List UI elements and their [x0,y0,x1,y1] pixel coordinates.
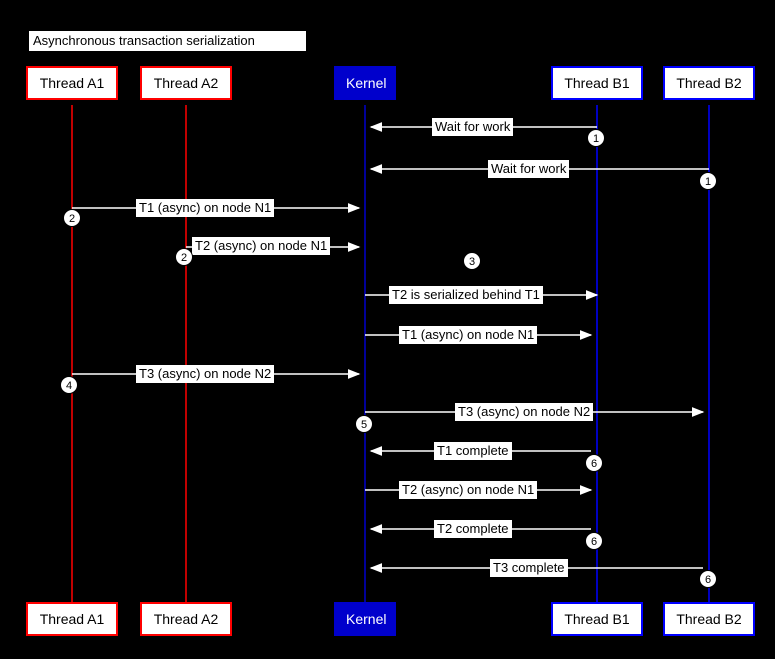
actor-bottom-thread-b1[interactable]: Thread B1 [551,602,643,636]
message-label: T1 complete [434,442,512,460]
message-label: T3 complete [490,559,568,577]
step-marker-1: 1 [699,172,717,190]
actor-bottom-kernel[interactable]: Kernel [334,602,396,636]
actor-top-kernel[interactable]: Kernel [334,66,396,100]
message-label: T2 (async) on node N1 [399,481,537,499]
message-label: Wait for work [432,118,513,136]
message-label: T1 (async) on node N1 [399,326,537,344]
diagram-title: Asynchronous transaction serialization [28,30,307,52]
message-label: T2 (async) on node N1 [192,237,330,255]
actor-bottom-thread-a1[interactable]: Thread A1 [26,602,118,636]
step-marker-4: 4 [60,376,78,394]
step-marker-2: 2 [175,248,193,266]
message-label: T1 (async) on node N1 [136,199,274,217]
step-marker-6: 6 [585,454,603,472]
message-label: T3 (async) on node N2 [136,365,274,383]
step-marker-1: 1 [587,129,605,147]
step-marker-2: 2 [63,209,81,227]
actor-top-thread-b1[interactable]: Thread B1 [551,66,643,100]
actor-top-thread-b2[interactable]: Thread B2 [663,66,755,100]
actor-top-thread-a2[interactable]: Thread A2 [140,66,232,100]
message-label: Wait for work [488,160,569,178]
step-marker-6: 6 [699,570,717,588]
lifelines [72,105,709,602]
step-marker-5: 5 [355,415,373,433]
step-marker-3: 3 [463,252,481,270]
actor-bottom-thread-b2[interactable]: Thread B2 [663,602,755,636]
step-marker-6: 6 [585,532,603,550]
message-arrows [72,127,709,568]
message-label: T2 is serialized behind T1 [389,286,543,304]
message-label: T2 complete [434,520,512,538]
actor-bottom-thread-a2[interactable]: Thread A2 [140,602,232,636]
message-label: T3 (async) on node N2 [455,403,593,421]
actor-top-thread-a1[interactable]: Thread A1 [26,66,118,100]
